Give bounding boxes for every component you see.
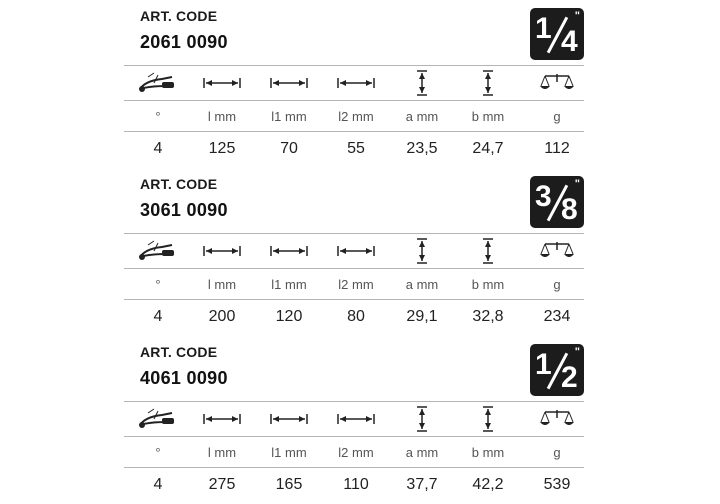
table-cell: 70 (280, 140, 298, 157)
column-header: l mm (207, 276, 237, 292)
weight-scale-icon (527, 402, 587, 436)
length-arrow-icon (326, 66, 386, 100)
column-header: l1 mm (271, 444, 307, 460)
column-header: l2 mm (338, 108, 374, 124)
ratchet-angle-icon (128, 234, 188, 268)
length-arrow-icon (192, 234, 252, 268)
length-arrow-icon (192, 66, 252, 100)
size-denominator: 4 (561, 25, 578, 58)
art-code-number: 4061 0090 (140, 368, 228, 388)
column-header: l1 mm (271, 108, 307, 124)
column-header: a mm (405, 108, 439, 124)
product-block-1 (124, 0, 584, 166)
product-block-2 (124, 168, 584, 334)
table-cell: 4 (153, 140, 163, 157)
table-cell: 4 (153, 308, 163, 325)
size-numerator: 1 (535, 348, 552, 381)
product-block-3 (124, 336, 584, 502)
ratchet-angle-icon (128, 402, 188, 436)
icon-row (124, 66, 584, 100)
column-header: ° (155, 108, 161, 124)
weight-scale-icon (527, 234, 587, 268)
column-header: a mm (405, 444, 439, 460)
length-arrow-icon (326, 234, 386, 268)
table-cell: 37,7 (406, 476, 438, 493)
inch-mark: " (574, 346, 580, 358)
value-row (124, 468, 584, 502)
art-code-label: ART. CODE (140, 176, 218, 192)
header-row (124, 269, 584, 299)
table-cell: 112 (544, 140, 570, 157)
header-row (124, 437, 584, 467)
icon-row (124, 402, 584, 436)
table-cell: 80 (347, 308, 365, 325)
column-header: ° (155, 276, 161, 292)
table-cell: 32,8 (472, 308, 504, 325)
table-cell: 55 (347, 140, 365, 157)
length-arrow-icon (259, 402, 319, 436)
header-row (124, 101, 584, 131)
art-code-label: ART. CODE (140, 8, 218, 24)
table-cell: 29,1 (406, 308, 438, 325)
size-badge (530, 344, 584, 396)
inch-mark: " (574, 10, 580, 22)
length-arrow-icon (259, 234, 319, 268)
weight-scale-icon (527, 66, 587, 100)
height-a-arrow-icon (392, 66, 452, 100)
value-row (124, 132, 584, 166)
column-header: b mm (471, 444, 505, 460)
table-cell: 23,5 (406, 140, 438, 157)
size-badge (530, 8, 584, 60)
height-a-arrow-icon (392, 402, 452, 436)
column-header: l mm (207, 108, 237, 124)
column-header: g (553, 108, 561, 124)
size-numerator: 1 (535, 12, 552, 45)
inch-mark: " (574, 178, 580, 190)
height-b-arrow-icon (458, 402, 518, 436)
table-cell: 200 (208, 308, 236, 325)
length-arrow-icon (192, 402, 252, 436)
art-code-number: 3061 0090 (140, 200, 228, 220)
table-cell: 165 (275, 476, 303, 493)
size-denominator: 8 (561, 193, 578, 226)
table-cell: 275 (208, 476, 236, 493)
art-code-number: 2061 0090 (140, 32, 228, 52)
table-cell: 4 (153, 476, 163, 493)
table-cell: 24,7 (472, 140, 504, 157)
column-header: l2 mm (338, 276, 374, 292)
column-header: g (553, 276, 561, 292)
size-badge (530, 176, 584, 228)
column-header: a mm (405, 276, 439, 292)
value-row (124, 300, 584, 334)
size-denominator: 2 (561, 361, 578, 394)
column-header: l1 mm (271, 276, 307, 292)
length-arrow-icon (259, 66, 319, 100)
column-header: b mm (471, 108, 505, 124)
length-arrow-icon (326, 402, 386, 436)
column-header: g (553, 444, 561, 460)
table-cell: 125 (208, 140, 236, 157)
table-cell: 42,2 (472, 476, 504, 493)
table-cell: 110 (343, 476, 369, 493)
column-header: l mm (207, 444, 237, 460)
height-a-arrow-icon (392, 234, 452, 268)
height-b-arrow-icon (458, 66, 518, 100)
table-cell: 120 (275, 308, 303, 325)
table-cell: 234 (543, 308, 571, 325)
ratchet-angle-icon (128, 66, 188, 100)
column-header: ° (155, 444, 161, 460)
size-numerator: 3 (535, 180, 552, 213)
icon-row (124, 234, 584, 268)
art-code-label: ART. CODE (140, 344, 218, 360)
height-b-arrow-icon (458, 234, 518, 268)
column-header: b mm (471, 276, 505, 292)
column-header: l2 mm (338, 444, 374, 460)
table-cell: 539 (543, 476, 571, 493)
